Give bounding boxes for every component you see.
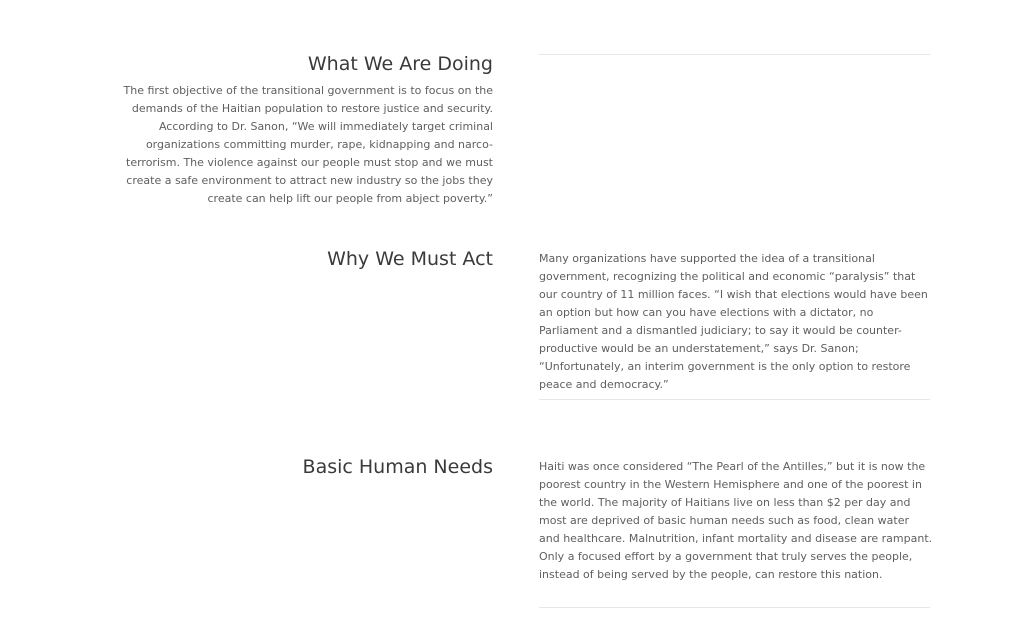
section-divider <box>539 607 930 608</box>
section-heading-basic-human-needs: Basic Human Needs <box>302 456 493 478</box>
section-heading-why-we-must-act: Why We Must Act <box>327 248 493 270</box>
section-body-what-we-are-doing: The first objective of the transitional government is to focus on the demands of the Haitian population to restore justice and security. According to Dr. Sanon, “We will immediately target criminal organizations committing murder, rape, kidnapping and narco-terrorism. The violence against our people must stop and we must create a safe environment to attract new industry so the jobs they create can help lift our people from abject poverty.” <box>123 84 493 205</box>
section-divider <box>539 54 930 55</box>
section-divider <box>539 399 930 400</box>
section-body-basic-human-needs: Haiti was once considered “The Pearl of the Antilles,” but it is now the poorest country in the Western Hemisphere and one of the poorest in the world. The majority of Haitians live on less than $2 per day and most are deprived of basic human needs such as food, clean water and healthcare. Malnutrition, infant mortality and disease are rampant. Only a focused effort by a government that truly serves the people, instead of being served by the people, can restore this nation. <box>539 460 933 581</box>
section-body-why-we-must-act: Many organizations have supported the idea of a transitional government, recognizing the political and economic “paralysis” that our country of 11 million faces. “I wish that elections would have been an option but how can you have elections with a dictator, no Parliament and a dismantled judiciary; to say it would be counter-productive would be an understatement,” says Dr. Sanon; “Unfortunately, an interim government is the only option to restore peace and democracy.” <box>539 252 928 391</box>
section-heading-what-we-are-doing: What We Are Doing <box>307 53 493 75</box>
